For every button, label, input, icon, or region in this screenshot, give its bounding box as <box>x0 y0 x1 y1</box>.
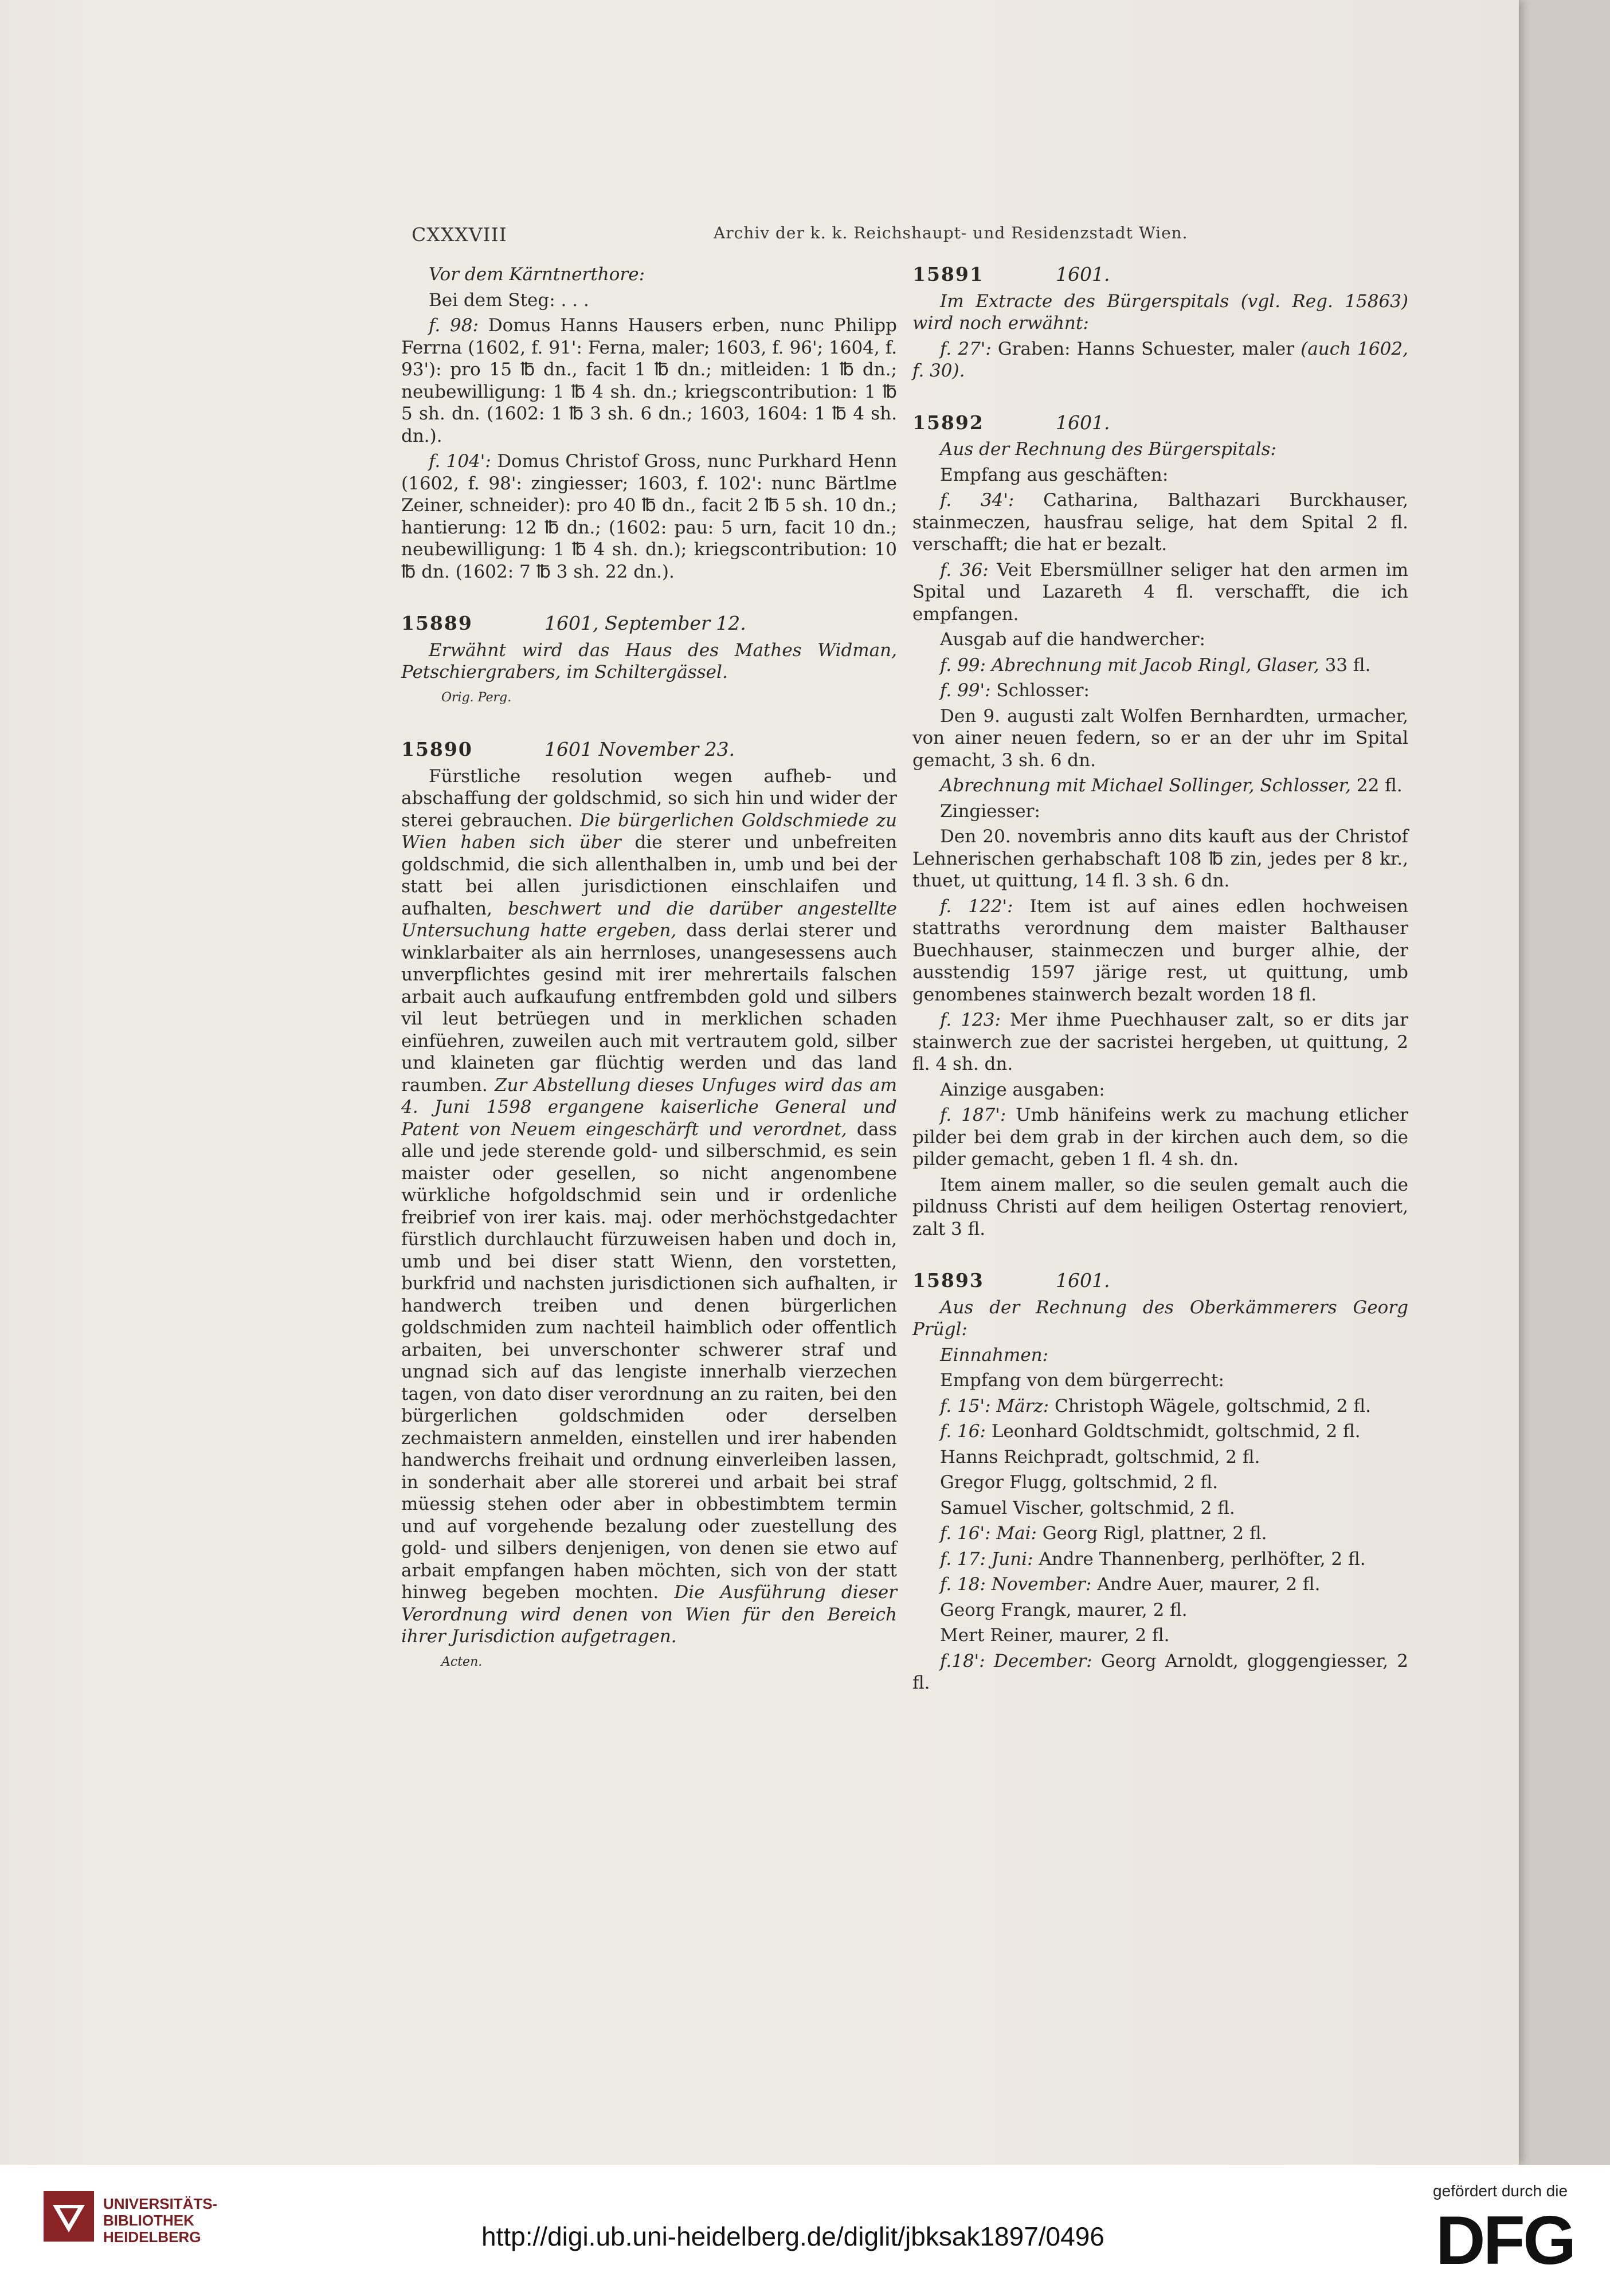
entry-heading-15891 <box>912 264 1408 286</box>
entry-number: 15893 <box>912 1269 984 1292</box>
paragraph: f. 36: Veit Ebersmüllner seliger hat den armen im Spital und Lazareth 4 fl. verschafft, die ich empfangen. <box>912 559 1409 625</box>
entry-date: 1601. <box>1056 263 1110 285</box>
paragraph: f. 99': Schlosser: <box>940 680 1090 701</box>
folio-ref: f. 104': <box>429 451 491 472</box>
university-logo-icon <box>40 2188 97 2245</box>
paragraph: f. 187': Umb hänifeins werk zu machung etlicher pilder bei dem grab in der kirchen auch dem, so die pilder gemacht, geben 1 fl. 4 sh. dn. <box>912 1105 1408 1169</box>
entry-number: 15889 <box>401 612 473 634</box>
entry-date: 1601, September 12. <box>544 612 746 634</box>
funded-by-label: gefördert durch die <box>1433 2182 1568 2200</box>
entry-heading-15890 <box>401 739 897 761</box>
source-note: Acten. <box>441 1654 483 1669</box>
paragraph: f. 98: Domus Hanns Hausers erben, nunc Philipp Ferrna (1602, f. 91': Ferna, maler; 1603, f. 96'; 1604, f. 93'): pro 15 ℔ dn., facit 1 ℔ dn.; mitleiden: 1 ℔ dn.; neubewilligung: 1 ℔ 4 sh. dn.; kriegscontribution: 1 ℔ 5 sh. dn. (1602: 1 ℔ 3 sh. 6 dn.; 1603, 1604: 1 ℔ 4 sh. dn.). <box>401 315 897 446</box>
list-item: f.18': December: Georg Arnoldt, gloggengiesser, 2 fl. <box>912 1650 1409 1693</box>
folio-ref: f. 98: <box>429 315 479 336</box>
list-item: Gregor Flugg, goltschmid, 2 fl. <box>940 1472 1218 1493</box>
subheading: Empfang von dem bürgerrecht: <box>940 1370 1224 1391</box>
entry-date: 1601 November 23. <box>544 738 735 760</box>
permalink[interactable]: http://digi.ub.uni-heidelberg.de/diglit/jbksak1897/0496 <box>481 2222 1104 2251</box>
list-item: Hanns Reichpradt, goltschmid, 2 fl. <box>940 1446 1260 1467</box>
paragraph: Den 9. augusti zalt Wolfen Bernhardten, urmacher, von ainer neuen federn, so er an der uhr im Spital gemacht, 3 sh. 6 dn. <box>912 705 1408 771</box>
location-heading: Vor dem Kärntnerthore: <box>429 264 645 285</box>
list-item: f. 17: Juni: Andre Thannenberg, perlhöfter, 2 fl. <box>940 1548 1366 1569</box>
entry-text: Fürstliche resolution wegen aufheb- und abschaffung der goldschmid, so sich hin und wider der sterei gebrauchen. Die bürgerlichen Goldschmiede zu Wien haben sich über die sterer und unbefreiten goldschmid, die sich allenthalben in, umb und bei der statt bei allen jurisdictionen einschlaifen und aufhalten, beschwert und die darüber angestellte Untersuchung hatte ergeben, dass derlai sterer und winklarbaiter als ain herrnloses, unangesessens auch unverpflichtes gesind mit irer mehrertails falschen arbait auch aufkaufung entfrembden gold und silbers vil leut betrüegen und in merklichen schaden einfüehren, zuweilen auch mit vertrautem gold, silber und klaineten gar flüchtig werden und das land raumben. Zur Abstellung dieses Unfuges wird das am 4. Juni 1598 ergangene kaiserliche General und Patent von Neuem eingeschärft und verordnet, dass alle und jede sterende gold- und silberschmid, es sein maister oder gesellen, so nicht angenombene würkliche hofgoldschmid sein und ir ordenliche freibrief von irer kais. maj. oder merhöchstgedachter fürstlich durchlaucht fürzuweisen haben und doch in, umb und bei diser statt Wienn, den vorstetten, burkfrid und nachsten jurisdictionen sich aufhalten, ir handwerch treiben und denen bürgerlichen goldschmiden zum nachteil haimblich oder offentlich arbaiten, bei unverschonter schwerer straf und ungnad sich auf das lengiste innerhalb vierzechen tagen, von dato diser verordnung an zu raiten, bei den bürgerlichen goldschmiden oder derselben zechmaistern anmelden, einstellen und irer habenden handwerchs freihait und ordnung einverleiben lassen, in sonderhait aber alle storerei und arbait bei straf müessig stehen oder aber in obbestimbtem termin und auf vorgehende bezalung oder zuestellung des gold- und silbers denjenigen, von denen sie etwo auf arbait empfangen haben möchten, sich von der statt hinweg begeben mochten. Die Ausführung dieser Verordnung wird denen von Wien für den Bereich ihrer Jurisdiction aufgetragen. <box>401 766 898 1647</box>
paragraph: f. 104': Domus Christof Gross, nunc Purkhard Henn (1602, f. 98': zingiesser; 1603, f. 102': nunc Bärtlme Zeiner, schneider): pro 40 ℔ dn., facit 2 ℔ 5 sh. 10 dn.; hantierung: 12 ℔ dn.; (1602: pau: 5 urn, facit 10 dn.; neubewilligung: 1 ℔ 4 sh. dn.); kriegscontribution: 10 ℔ dn. (1602: 7 ℔ 3 sh. 22 dn.). <box>401 451 897 582</box>
paragraph: f. 122': Item ist auf aines edlen hochweisen stattraths verordnung dem maister Balthauser Buechhauser, stainmeczen und burger alhie, der ausstendig 1597 järige rest, ut quittung, umb genombenes stainwerch bezalt worden 18 fl. <box>912 896 1408 1005</box>
list-item: f. 18: November: Andre Auer, maurer, 2 fl. <box>940 1574 1321 1595</box>
list-item: f. 16: Leonhard Goldtschmidt, goltschmid, 2 fl. <box>940 1421 1361 1442</box>
entry-number: 15890 <box>401 738 473 760</box>
entry-text: Im Extracte des Bürgerspitals (vgl. Reg. 15863) wird noch erwähnt: <box>912 291 1408 333</box>
paragraph: Item ainem maller, so die seulen gemalt auch die pildnuss Christi auf dem heiligen Ostertag renoviert, zalt 3 fl. <box>912 1174 1408 1239</box>
subheading: Ainzige ausgaben: <box>940 1079 1105 1100</box>
entry-date: 1601. <box>1056 1269 1110 1292</box>
paragraph: f. 34': Catharina, Balthazari Burckhauser, stainmeczen, hausfrau selige, hat dem Spital 2 fl. verschafft; die hat er bezalt. <box>912 490 1408 555</box>
location-sub: Bei dem Steg: . . . <box>429 289 589 311</box>
entry-heading-15892 <box>912 412 1408 434</box>
subheading: Zingiesser: <box>940 800 1040 822</box>
subheading: Ausgab auf die handwercher: <box>940 629 1205 650</box>
subheading: Empfang aus geschäften: <box>940 464 1169 485</box>
subheading: Einnahmen: <box>940 1344 1049 1365</box>
paragraph: f. 27': Graben: Hanns Schuester, maler (auch 1602, f. 30). <box>912 338 1408 381</box>
paragraph: f. 123: Mer ihme Puechhauser zalt, so er dits jar stainwerch zue der sacristei hergeben, ut quittung, 2 fl. 4 sh. dn. <box>912 1010 1408 1074</box>
right-column <box>912 264 1408 1698</box>
dfg-logo: DFG <box>1436 2202 1574 2279</box>
institution-name: UNIVERSITÄTS- BIBLIOTHEK HEIDELBERG <box>103 2195 218 2246</box>
list-item: Mert Reiner, maurer, 2 fl. <box>940 1625 1170 1646</box>
entry-text: Aus der Rechnung des Bürgerspitals: <box>940 439 1276 460</box>
entry-text: Erwähnt wird das Haus des Mathes Widman, Petschiergrabers, im Schiltergässel. <box>401 639 897 682</box>
list-item: f. 16': Mai: Georg Rigl, plattner, 2 fl. <box>940 1523 1267 1544</box>
entry-heading-15893 <box>912 1270 1408 1292</box>
entry-heading-15889 <box>401 613 897 635</box>
source-note: Orig. Perg. <box>441 690 512 705</box>
paragraph: Den 20. novembris anno dits kauft aus der Christof Lehnerischen gerhabschaft 108 ℔ zin, jedes per 8 kr., thuet, ut quittung, 14 fl. 3 sh. 6 dn. <box>912 826 1408 891</box>
page-number: CXXXVIII <box>412 223 507 246</box>
paragraph: Abrechnung mit Michael Sollinger, Schlosser, 22 fl. <box>940 775 1403 796</box>
list-item: f. 15': März: Christoph Wägele, goltschmid, 2 fl. <box>940 1395 1372 1416</box>
list-item: Georg Frangk, maurer, 2 fl. <box>940 1599 1188 1620</box>
left-column <box>401 264 897 1685</box>
list-item: Samuel Vischer, goltschmid, 2 fl. <box>940 1497 1235 1518</box>
running-title: Archiv der k. k. Reichshaupt- und Residenzstadt Wien. <box>714 223 1188 242</box>
entry-date: 1601. <box>1056 411 1110 434</box>
entry-number: 15891 <box>912 263 984 285</box>
entry-text: Aus der Rechnung des Oberkämmerers Georg Prügl: <box>912 1297 1408 1340</box>
paragraph: f. 99: Abrechnung mit Jacob Ringl, Glaser, 33 fl. <box>940 654 1371 676</box>
entry-number: 15892 <box>912 411 984 434</box>
